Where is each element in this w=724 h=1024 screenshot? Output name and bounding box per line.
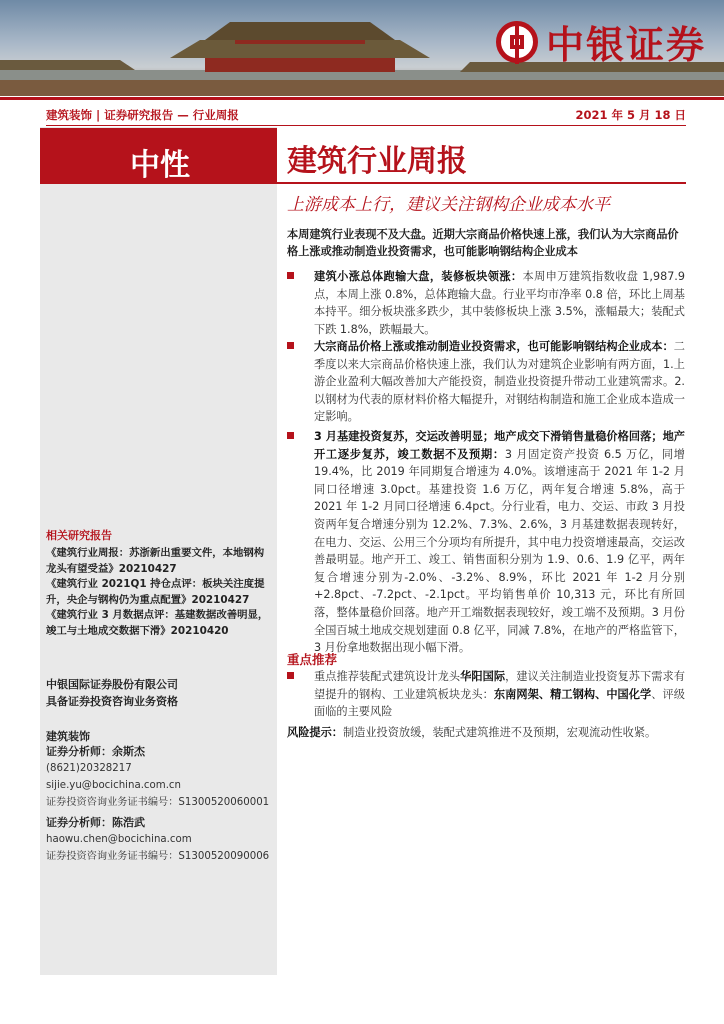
header-divider <box>0 97 724 100</box>
title-divider <box>277 182 686 184</box>
company-info <box>46 676 178 710</box>
recommend-text-b: ，建议关注制造业投资复苏下需求有望提升的钢构、工业建筑板块龙头： <box>314 670 685 701</box>
report-title: 建筑行业周报 <box>287 144 467 179</box>
analyst-name: 证券分析师：陈浩武 <box>46 816 145 829</box>
risk-note <box>287 724 687 740</box>
bullet-3-text: 3 月固定资产投资 6.5 万亿，同增 19.4%，比 2019 年同期复合增速为 4.0%。该增速高于 2021 年 1-2 月同口径增速 3.0pct。基建投资 1.6 万亿，两年复合增速 5.8%，高于 2021 年 1-2 月同口径增速 6.4pct。分行业看，电力、交运、市政 3 月投资两年复合增速分别为 12.2%、7.3%、2.6%，3 月基建数据表现转好，在电力、交运、公用三个分项均有所提升，其中电力投资增速最高，交运改善最明显。地产开工、竣工、销售面积分别为 1.9、0.6、1.9 亿平，两年复合增速分别为-2.0%、-3.2%、8.9%，环比 2021 年 1-2 月分别+2.8pct、-7.2pct、-2.1pct。平均销售单价 10,313 元，环比有所回落，整体量稳价回落。地产开工端数据表现较好，竣工端不及预期。3 月份全国百城土地成交规划建面 0.8 亿平，同减 7.8%，在地产的严格监管下，3 月份拿地数据出现小幅下滑。 <box>314 447 685 655</box>
risk-label: 风险提示： <box>287 726 343 739</box>
bullet-3-lead: 3 月基建投资复苏，交运改善明显；地产成交下滑销售量稳价格回落；地产开工逐步复苏，竣工数据不及预期： <box>314 430 685 461</box>
bullet-3 <box>287 428 685 657</box>
bullet-square-icon <box>287 672 294 679</box>
bullet-2-lead: 大宗商品价格上涨或推动制造业投资需求，也可能影响钢结构企业成本： <box>314 340 674 353</box>
bullet-square-icon <box>287 342 294 349</box>
breadcrumb: 建筑装饰 | 证券研究报告 — 行业周报 <box>46 108 239 122</box>
company-name: 中银国际证券股份有限公司 <box>46 678 178 691</box>
analyst-1 <box>46 743 274 811</box>
related-reports-list <box>46 546 271 640</box>
bullet-1-text: 本周申万建筑指数收盘 1,987.9 点，本周上涨 0.8%，总体跑输大盘。行业平均市净率 0.8 倍，环比上周基本持平。细分板块涨多跌少，其中装修板块上涨 3.5%，涨幅最大；装配式下跌 1.8%，跌幅最大。 <box>314 270 685 336</box>
related-report[interactable]: 《建筑行业 2021Q1 持仓点评：板块关注度提升，央企与钢构仍为重点配置》20210427 <box>46 578 265 606</box>
analyst-cert: 证券投资咨询业务证书编号：S1300520090006 <box>46 851 270 862</box>
company-qualification: 具备证券投资咨询业务资格 <box>46 695 178 708</box>
recommend-text-a: 重点推荐装配式建筑设计龙头 <box>314 670 461 683</box>
company-logo <box>496 14 706 69</box>
analyst-phone: (8621)20328217 <box>46 763 132 774</box>
analyst-email[interactable]: haowu.chen@bocichina.com <box>46 834 192 845</box>
related-reports-title: 相关研究报告 <box>46 529 112 542</box>
related-report[interactable]: 《建筑行业周报：苏浙新出重要文件，本地钢构龙头有望受益》20210427 <box>46 547 265 575</box>
bullet-2-text: 二季度以来大宗商品价格快速上涨，我们认为对建筑企业影响有两方面，1.上游企业盈利大幅改善加大产能投资，制造业投资提升带动工业建筑需求。2.以钢材为代表的原材料价格大幅提升，对钢结构制造和施工企业成本造成一定影响。 <box>314 340 685 424</box>
report-date: 2021 年 5 月 18 日 <box>575 108 686 122</box>
analyst-cert: 证券投资咨询业务证书编号：S1300520060001 <box>46 797 270 808</box>
report-subtitle: 上游成本上行，建议关注钢构企业成本水平 <box>287 195 610 215</box>
summary-intro: 本周建筑行业表现不及大盘。近期大宗商品价格快速上涨，我们认为大宗商品价格上涨或推动制造业投资需求，也可能影响钢结构企业成本 <box>287 228 679 258</box>
bullet-1-lead: 建筑小涨总体跑输大盘，装修板块领涨： <box>314 270 523 283</box>
bullet-2 <box>287 338 685 426</box>
analyst-name: 证券分析师：余斯杰 <box>46 745 145 758</box>
bank-logo-icon <box>496 21 538 63</box>
bullet-square-icon <box>287 432 294 439</box>
recommend-title: 重点推荐 <box>287 652 338 667</box>
analyst-2 <box>46 814 274 865</box>
recommend-bold-a: 华阳国际 <box>460 670 506 683</box>
bullet-1 <box>287 268 685 338</box>
bullet-square-icon <box>287 272 294 279</box>
recommend-bold-b: 东南网架、精工钢构、中国化学 <box>493 687 652 701</box>
related-report[interactable]: 《建筑行业 3 月数据点评：基建数据改善明显，竣工与土地成交数据下滑》20210420 <box>46 609 269 637</box>
logo-text: 中银证券 <box>545 23 706 67</box>
subheader-divider <box>46 125 686 126</box>
rating-label: 中性 <box>130 148 190 183</box>
risk-text: 制造业投资放缓，装配式建筑推进不及预期，宏观流动性收紧。 <box>342 726 657 739</box>
recommend-text-c: 、评级面临的主要风险 <box>314 687 685 719</box>
header-banner <box>0 0 724 96</box>
analyst-email[interactable]: sijie.yu@bocichina.com.cn <box>46 780 181 791</box>
recommend-bullet <box>287 668 685 721</box>
sector-label: 建筑装饰 <box>46 730 90 743</box>
